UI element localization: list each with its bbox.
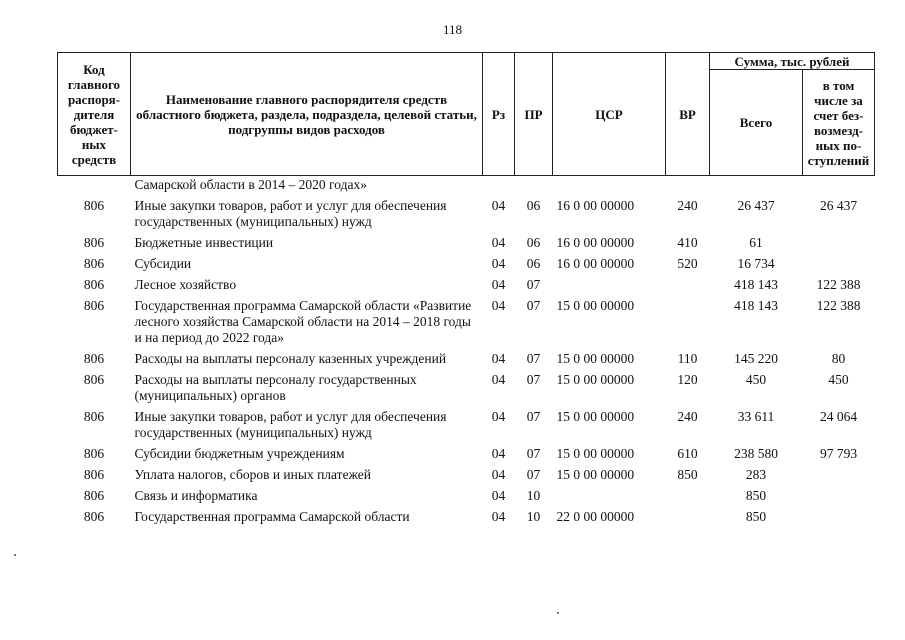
cell-name: Иные закупки товаров, работ и услуг для обеспечения государственных (муниципальных) нужд xyxy=(134,409,447,440)
cell-name: Расходы на выплаты персоналу казенных учреждений xyxy=(134,351,447,366)
cell-pr: 07 xyxy=(526,409,541,424)
cell-pr: 07 xyxy=(526,298,541,313)
cell-code: 806 xyxy=(83,298,105,313)
cell-exempt xyxy=(803,232,875,253)
cell-vr: 850 xyxy=(677,467,698,482)
table-row xyxy=(58,443,875,464)
cell-vr xyxy=(666,274,710,295)
header-amount-group: Сумма, тыс. рублей xyxy=(710,53,875,70)
cell-csr xyxy=(553,176,666,196)
cell-total: 26 437 xyxy=(737,198,775,213)
cell-code: 806 xyxy=(83,488,105,503)
cell-code: 806 xyxy=(83,277,105,292)
cell-code: 806 xyxy=(83,509,105,524)
header-name: Наименование главного распорядителя средств областного бюджета, раздела, подраздела, целевой статьи, подгруппы видов расходов xyxy=(131,53,483,176)
table-row xyxy=(58,195,875,232)
cell-total: 850 xyxy=(745,488,767,503)
cell-name: Государственная программа Самарской области xyxy=(134,509,410,524)
cell-rz xyxy=(483,176,515,196)
cell-vr: 610 xyxy=(677,446,698,461)
cell-name: Иные закупки товаров, работ и услуг для обеспечения государственных (муниципальных) нужд xyxy=(134,198,447,229)
scan-speck xyxy=(14,554,16,556)
cell-csr: 16 0 00 00000 xyxy=(556,235,635,250)
cell-csr: 15 0 00 00000 xyxy=(556,446,635,461)
cell-csr: 16 0 00 00000 xyxy=(556,198,635,213)
cell-exempt: 24 064 xyxy=(819,409,858,424)
cell-rz: 04 xyxy=(491,198,506,213)
cell-csr xyxy=(553,485,666,506)
cell-total: 418 143 xyxy=(734,277,778,292)
cell-csr: 15 0 00 00000 xyxy=(556,351,635,366)
cell-csr: 15 0 00 00000 xyxy=(556,298,635,313)
cell-vr: 410 xyxy=(677,235,698,250)
cell-csr: 15 0 00 00000 xyxy=(556,409,635,424)
cell-pr: 10 xyxy=(526,509,541,524)
cell-csr: 15 0 00 00000 xyxy=(556,372,635,387)
header-vr: ВР xyxy=(666,53,710,176)
cell-name: Расходы на выплаты персоналу государственных (муниципальных) органов xyxy=(134,372,417,403)
cell-exempt xyxy=(803,176,875,196)
cell-exempt xyxy=(803,464,875,485)
cell-rz: 04 xyxy=(491,467,506,482)
cell-csr xyxy=(553,274,666,295)
cell-pr xyxy=(515,176,553,196)
table-row xyxy=(58,232,875,253)
table-row xyxy=(58,369,875,406)
cell-code: 806 xyxy=(83,256,105,271)
cell-rz: 04 xyxy=(491,372,506,387)
table-row xyxy=(58,348,875,369)
cell-rz: 04 xyxy=(491,256,506,271)
cell-pr: 06 xyxy=(526,256,541,271)
cell-vr: 120 xyxy=(677,372,698,387)
cell-exempt: 97 793 xyxy=(819,446,858,461)
cell-pr: 07 xyxy=(526,372,541,387)
table-row xyxy=(58,253,875,274)
cell-rz: 04 xyxy=(491,446,506,461)
cell-code: 806 xyxy=(83,198,105,213)
table-row xyxy=(58,464,875,485)
cell-exempt: 122 388 xyxy=(816,298,861,313)
cell-total: 16 734 xyxy=(737,256,775,271)
cell-rz: 04 xyxy=(491,235,506,250)
cell-total: 33 611 xyxy=(737,409,775,424)
cell-exempt xyxy=(803,485,875,506)
cell-vr xyxy=(666,506,710,527)
cell-total: 238 580 xyxy=(734,446,778,461)
header-total: Всего xyxy=(710,70,803,176)
cell-code xyxy=(58,176,131,196)
cell-vr xyxy=(666,176,710,196)
cell-exempt xyxy=(803,253,875,274)
budget-table xyxy=(57,52,875,527)
cell-vr xyxy=(666,295,710,348)
cell-name: Государственная программа Самарской области «Развитие лесного хозяйства Самарской области на 2014 – 2018 годы и на период до 2022 года» xyxy=(134,298,472,345)
cell-exempt xyxy=(803,506,875,527)
cell-pr: 07 xyxy=(526,277,541,292)
header-code: Код главного распоря-дителя бюджет-ных средств xyxy=(58,53,131,176)
cell-pr: 07 xyxy=(526,446,541,461)
cell-rz: 04 xyxy=(491,488,506,503)
cell-total: 418 143 xyxy=(734,298,778,313)
cell-csr: 22 0 00 00000 xyxy=(556,509,635,524)
cell-total: 61 xyxy=(749,235,763,250)
table-row xyxy=(58,506,875,527)
header-rz: Рз xyxy=(483,53,515,176)
cell-code: 806 xyxy=(83,446,105,461)
cell-exempt: 26 437 xyxy=(819,198,858,213)
cell-pr: 07 xyxy=(526,467,541,482)
cell-total: 450 xyxy=(745,372,767,387)
cell-total: 145 220 xyxy=(734,351,778,366)
cell-code: 806 xyxy=(83,372,105,387)
cell-name: Бюджетные инвестиции xyxy=(134,235,274,250)
cell-exempt: 80 xyxy=(831,351,846,366)
page-number: 118 xyxy=(442,22,463,37)
cell-pr: 06 xyxy=(526,235,541,250)
cell-name: Лесное хозяйство xyxy=(134,277,237,292)
cell-rz: 04 xyxy=(491,409,506,424)
cell-vr: 520 xyxy=(677,256,698,271)
cell-csr: 15 0 00 00000 xyxy=(556,467,635,482)
table-body xyxy=(58,176,875,528)
cell-name: Субсидии бюджетным учреждениям xyxy=(134,446,345,461)
cell-pr: 10 xyxy=(526,488,541,503)
table-row xyxy=(58,274,875,295)
cell-total: 850 xyxy=(745,509,767,524)
cell-rz: 04 xyxy=(491,298,506,313)
cell-vr xyxy=(666,485,710,506)
cell-csr: 16 0 00 00000 xyxy=(556,256,635,271)
header-csr: ЦСР xyxy=(553,53,666,176)
header-pr: ПР xyxy=(515,53,553,176)
cell-code: 806 xyxy=(83,467,105,482)
cell-name: Субсидии xyxy=(134,256,192,271)
cell-exempt: 450 xyxy=(828,372,849,387)
header-exempt: в том числе за счет без-возмезд-ных по-ступлений xyxy=(803,70,875,176)
cell-rz: 04 xyxy=(491,277,506,292)
scan-speck xyxy=(557,612,559,614)
cell-rz: 04 xyxy=(491,509,506,524)
cell-pr: 06 xyxy=(526,198,541,213)
cell-exempt: 122 388 xyxy=(816,277,861,292)
cell-total xyxy=(710,176,803,196)
cell-code: 806 xyxy=(83,351,105,366)
cell-name: Уплата налогов, сборов и иных платежей xyxy=(134,467,371,482)
table-row xyxy=(58,295,875,348)
table-row xyxy=(58,406,875,443)
cell-pr: 07 xyxy=(526,351,541,366)
table-row xyxy=(58,176,875,196)
cell-vr: 240 xyxy=(677,198,698,213)
cell-name: Связь и информатика xyxy=(134,488,258,503)
cell-code: 806 xyxy=(83,409,105,424)
cell-code: 806 xyxy=(83,235,105,250)
cell-vr: 240 xyxy=(677,409,698,424)
cell-name: Самарской области в 2014 – 2020 годах» xyxy=(134,177,367,192)
cell-total: 283 xyxy=(745,467,767,482)
cell-rz: 04 xyxy=(491,351,506,366)
cell-vr: 110 xyxy=(677,351,698,366)
table-row xyxy=(58,485,875,506)
